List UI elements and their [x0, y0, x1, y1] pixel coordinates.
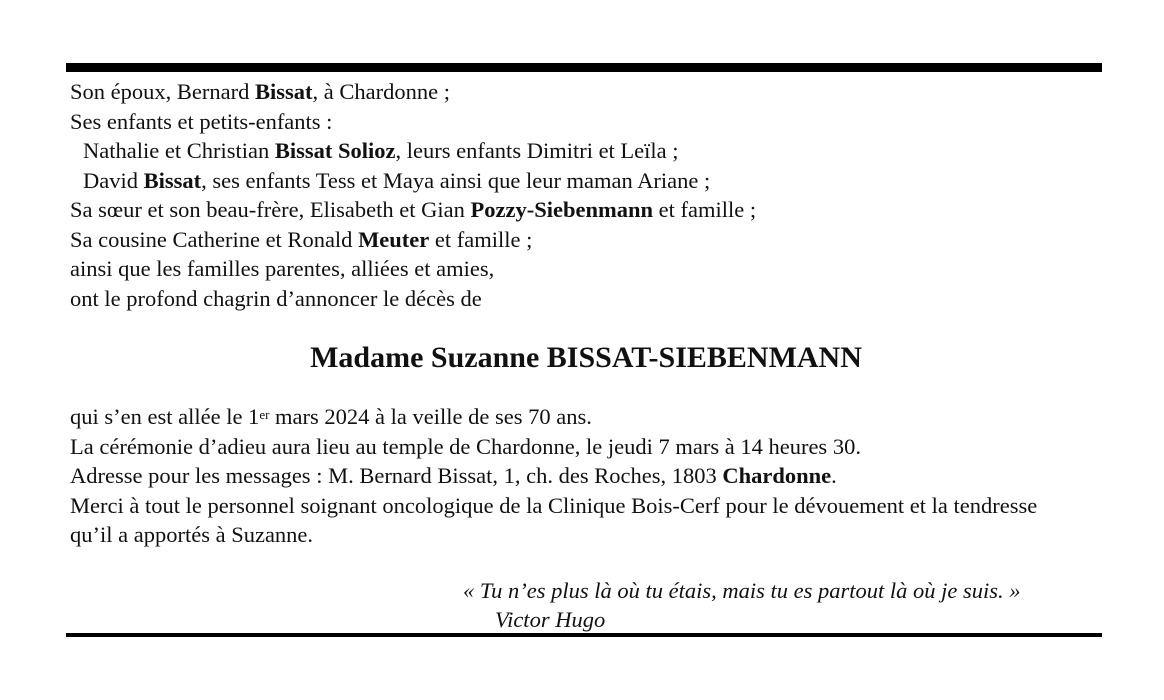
- text: David: [83, 167, 144, 193]
- text: , à Chardonne ;: [312, 79, 450, 104]
- line-children-heading: Ses enfants et petits-enfants :: [70, 108, 333, 134]
- quote-block: [463, 576, 1021, 634]
- line-sister: [70, 195, 1090, 225]
- surname: Bissat: [254, 79, 313, 104]
- text: Adresse pour les messages : M. Bernard Bissat, 1, ch. des Roches, 1803: [70, 463, 723, 488]
- quote-author: Victor Hugo: [495, 607, 606, 632]
- line-ceremony: La cérémonie d’adieu aura lieu au temple de Chardonne, le jeudi 7 mars à 14 heures 30.: [70, 433, 861, 459]
- line-child-nathalie: [70, 136, 1090, 166]
- text: Son époux, Bernard: [70, 79, 255, 104]
- text: , leurs enfants Dimitri et Leïla ;: [395, 138, 679, 163]
- line-cousin: [70, 225, 1090, 255]
- text: qui s’en est allée le 1: [70, 404, 260, 429]
- line-announce: ont le profond chagrin d’annoncer le décès de: [70, 285, 482, 311]
- bottom-rule: [66, 633, 1102, 637]
- text: Nathalie et Christian: [83, 138, 275, 163]
- top-rule: [66, 63, 1102, 72]
- text: Sa sœur et son beau-frère, Elisabeth et Gian: [70, 197, 471, 222]
- line-thanks: Merci à tout le personnel soignant oncologique de la Clinique Bois-Cerf pour le dévouement et la tendresse qu’il a apportés à Suzanne.: [70, 492, 1038, 547]
- ceremony-details: [70, 402, 1090, 550]
- quote-text: « Tu n’es plus là où tu étais, mais tu es partout là où je suis. »: [463, 578, 1021, 603]
- line-spouse: [70, 77, 1090, 107]
- surname: Meuter: [358, 226, 430, 252]
- surname: Bissat: [143, 167, 202, 193]
- deceased-name-heading: Madame Suzanne BISSAT-SIEBENMANN: [310, 341, 862, 374]
- text: mars 2024 à la veille de ses 70 ans.: [269, 404, 592, 429]
- line-families: ainsi que les familles parentes, alliées et amies,: [70, 256, 495, 281]
- ordinal-suffix: er: [259, 407, 270, 422]
- line-date-of-death: [70, 402, 1090, 432]
- line-child-david: [70, 166, 1090, 196]
- line-address: [70, 461, 1090, 491]
- family-announcement: [70, 77, 1090, 313]
- surname: Bissat Solioz: [274, 138, 396, 163]
- text: et famille ;: [653, 197, 757, 222]
- text: , ses enfants Tess et Maya ainsi que leur maman Ariane ;: [201, 167, 711, 193]
- surname: Pozzy-Siebenmann: [470, 197, 653, 222]
- text: .: [831, 463, 837, 488]
- town: Chardonne: [722, 463, 832, 488]
- text: Sa cousine Catherine et Ronald: [70, 226, 359, 252]
- text: et famille ;: [429, 226, 533, 252]
